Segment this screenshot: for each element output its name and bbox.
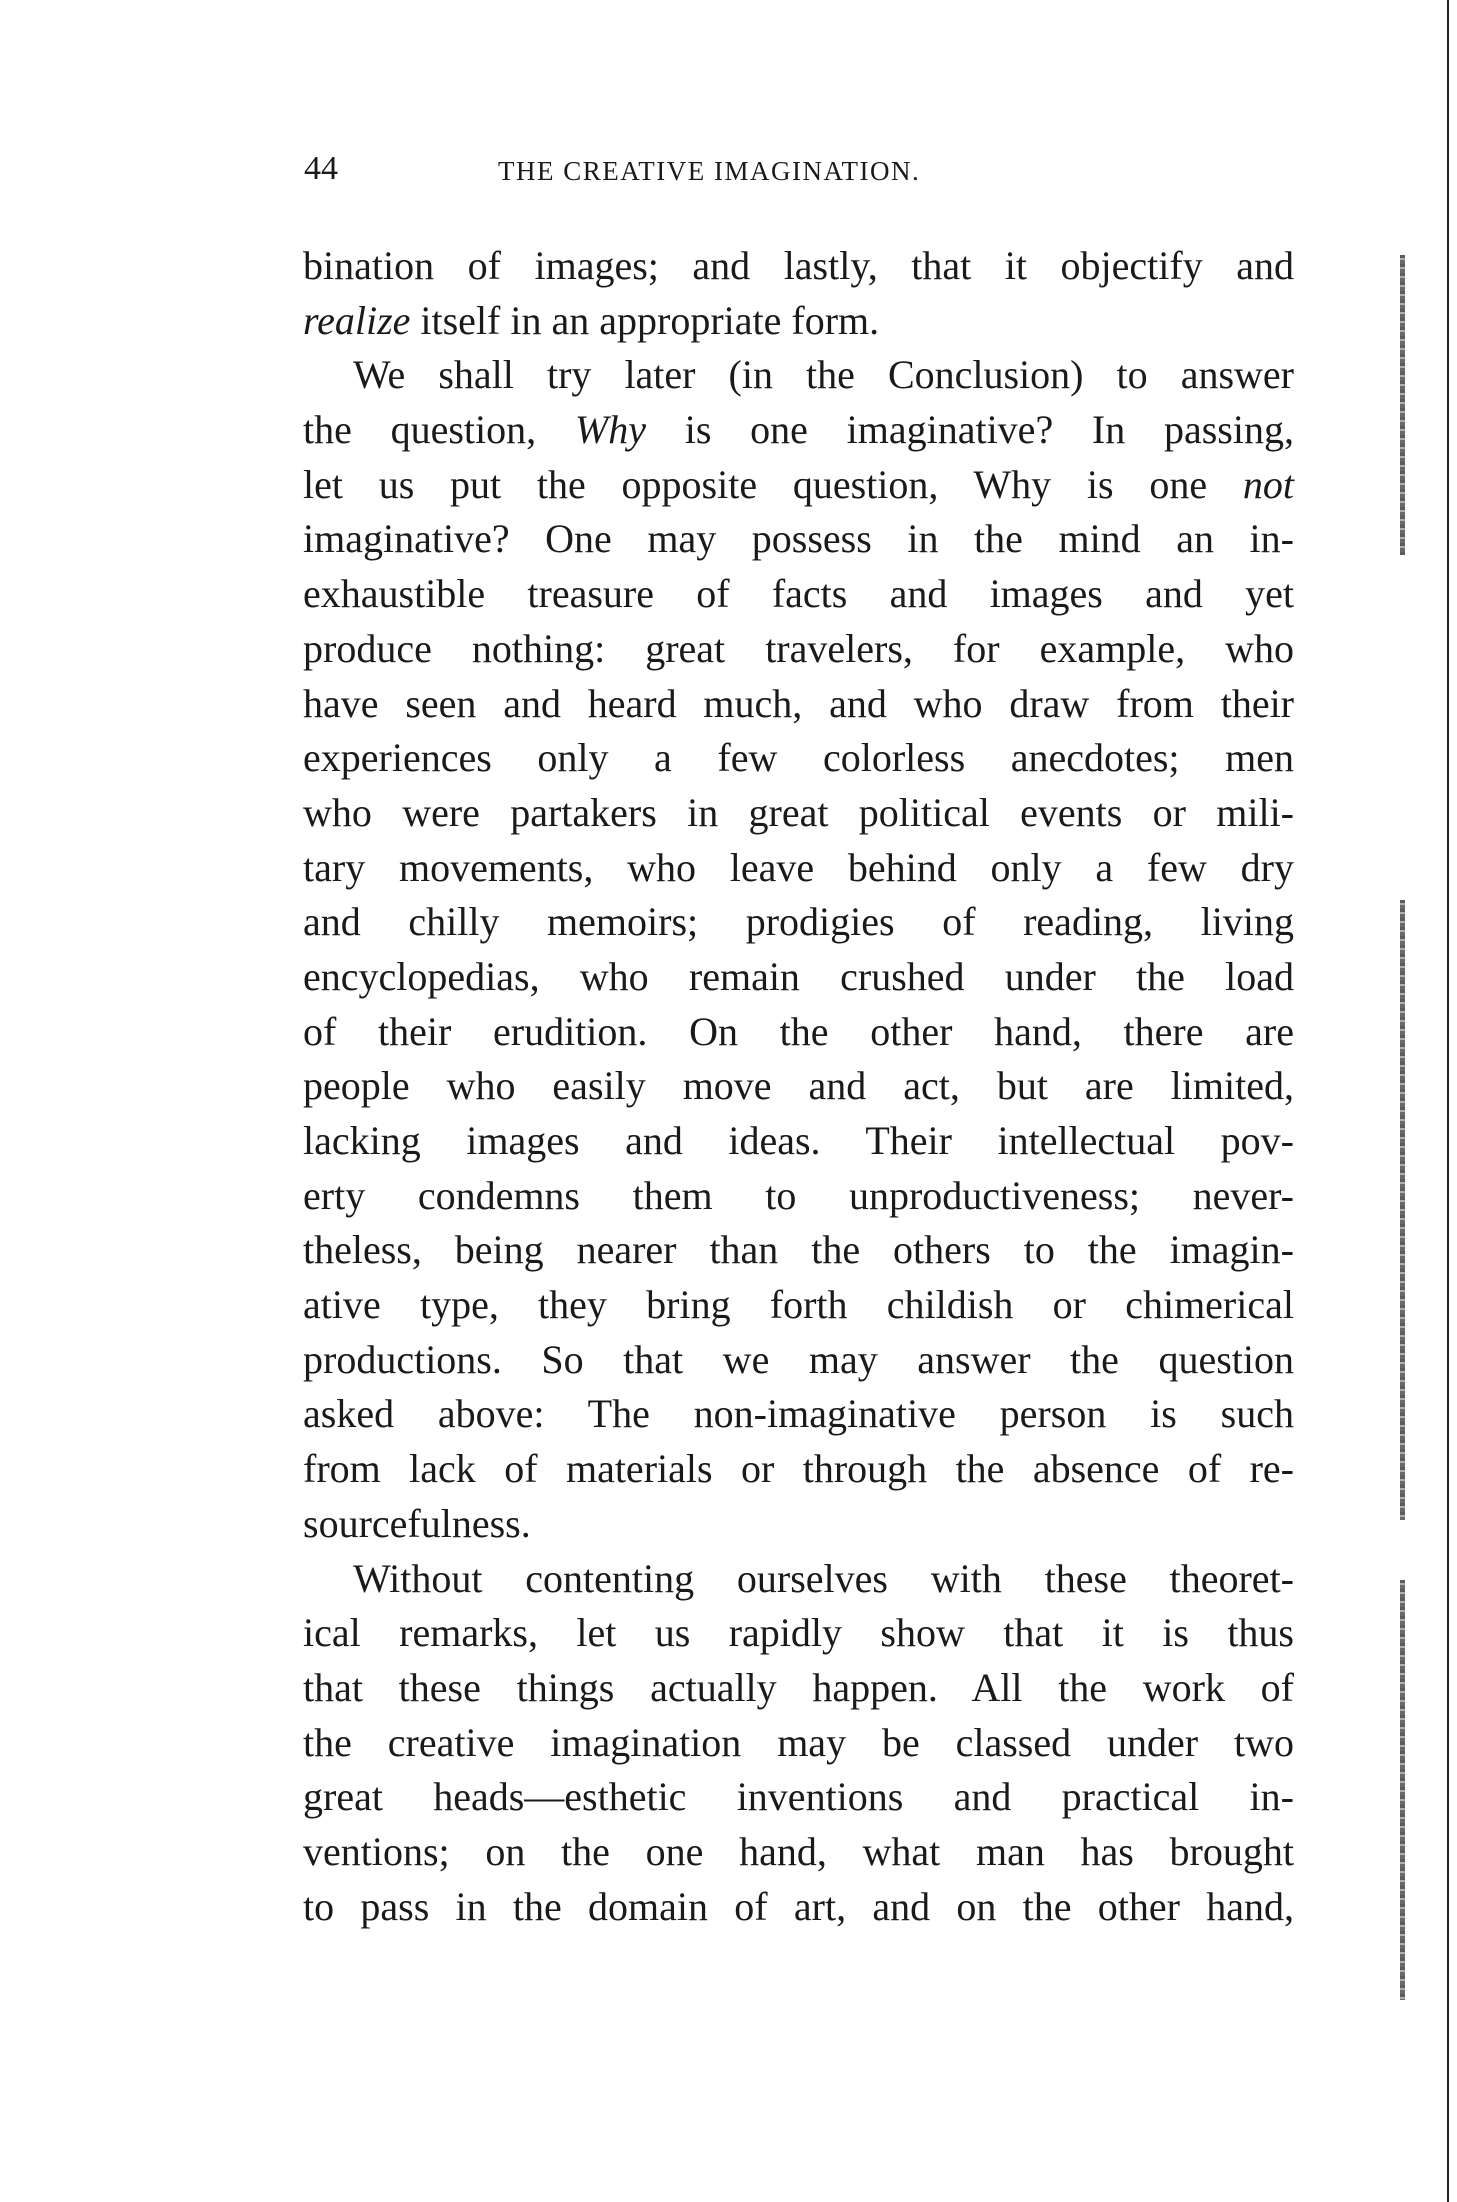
- italic-text: not: [1242, 461, 1294, 507]
- text-line: [303, 841, 1294, 896]
- scan-artifact: [1400, 255, 1405, 555]
- text-line: [303, 403, 1294, 458]
- text-segment: theless, being nearer than the others to the imagin-: [303, 1227, 1294, 1273]
- italic-text: Why: [574, 407, 646, 453]
- text-segment: the question,: [303, 407, 575, 453]
- text-line: [303, 1169, 1294, 1224]
- text-segment: Without contenting ourselves with these theoret-: [353, 1555, 1294, 1601]
- text-line: [303, 786, 1294, 841]
- text-segment: itself in an appropriate form.: [410, 297, 880, 343]
- text-segment: from lack of materials or through the absence of re-: [303, 1446, 1294, 1492]
- text-segment: sourcefulness.: [303, 1500, 531, 1546]
- text-line: [303, 1114, 1294, 1169]
- text-segment: encyclopedias, who remain crushed under the load: [303, 953, 1294, 999]
- text-segment: ative type, they bring forth childish or chimerical: [303, 1282, 1294, 1328]
- text-segment: ical remarks, let us rapidly show that it is thus: [303, 1610, 1294, 1656]
- text-segment: We shall try later (in the Conclusion) to answer: [353, 352, 1294, 398]
- text-segment: people who easily move and act, but are limited,: [303, 1063, 1294, 1109]
- text-line: [303, 1005, 1294, 1060]
- text-line: [303, 1552, 1294, 1607]
- text-segment: tary movements, who leave behind only a few dry: [303, 844, 1294, 890]
- body-text: [303, 239, 1294, 1934]
- text-line: [303, 731, 1294, 786]
- text-line: [303, 1497, 1294, 1552]
- text-segment: let us put the opposite question, Why is one: [303, 461, 1243, 507]
- text-segment: bination of images; and lastly, that it objectify and: [303, 243, 1294, 288]
- text-segment: ventions; on the one hand, what man has brought: [303, 1828, 1294, 1874]
- text-segment: that these things actually happen. All the work of: [303, 1664, 1294, 1710]
- text-line: [303, 1333, 1294, 1388]
- text-line: [303, 458, 1294, 513]
- text-segment: to pass in the domain of art, and on the other hand,: [303, 1883, 1294, 1929]
- text-line: [303, 1661, 1294, 1716]
- text-line: [303, 1059, 1294, 1114]
- text-line: [303, 567, 1294, 622]
- text-line: [303, 294, 1294, 349]
- text-segment: the creative imagination may be classed under two: [303, 1719, 1294, 1765]
- text-segment: productions. So that we may answer the question: [303, 1336, 1294, 1382]
- text-line: [303, 622, 1294, 677]
- text-segment: is one imaginative? In passing,: [645, 407, 1294, 453]
- text-line: [303, 895, 1294, 950]
- text-segment: imaginative? One may possess in the mind an in-: [303, 516, 1294, 562]
- text-line: [303, 512, 1294, 567]
- text-segment: and chilly memoirs; prodigies of reading, living: [303, 899, 1294, 945]
- text-segment: exhaustible treasure of facts and images and yet: [303, 571, 1294, 617]
- text-line: [303, 677, 1294, 732]
- text-segment: have seen and heard much, and who draw from their: [303, 680, 1294, 726]
- text-segment: lacking images and ideas. Their intellectual pov-: [303, 1118, 1294, 1163]
- text-segment: great heads—esthetic inventions and practical in-: [303, 1774, 1294, 1820]
- italic-text: realize: [303, 297, 411, 343]
- text-line: [303, 1880, 1294, 1935]
- text-segment: who were partakers in great political events or mili-: [303, 789, 1294, 835]
- running-head: THE CREATIVE IMAGINATION.: [498, 156, 921, 186]
- scan-artifact: [1400, 900, 1405, 1520]
- text-segment: erty condemns them to unproductiveness; never-: [303, 1172, 1294, 1218]
- text-line: [303, 1223, 1294, 1278]
- text-line: [303, 1716, 1294, 1771]
- text-line: [303, 1278, 1294, 1333]
- text-line: [303, 239, 1294, 294]
- text-line: [303, 1387, 1294, 1442]
- text-line: [303, 1442, 1294, 1497]
- text-line: [303, 348, 1294, 403]
- text-line: [303, 1770, 1294, 1825]
- text-line: [303, 950, 1294, 1005]
- text-segment: experiences only a few colorless anecdotes; men: [303, 735, 1294, 781]
- text-line: [303, 1606, 1294, 1661]
- text-line: [303, 1825, 1294, 1880]
- page-edge-line: [1447, 0, 1449, 2202]
- text-segment: asked above: The non-imaginative person is such: [303, 1391, 1294, 1437]
- text-segment: produce nothing: great travelers, for example, who: [303, 625, 1294, 671]
- text-segment: of their erudition. On the other hand, there are: [303, 1008, 1294, 1054]
- scan-artifact: [1400, 1580, 1405, 2000]
- page-number: 44: [304, 150, 338, 187]
